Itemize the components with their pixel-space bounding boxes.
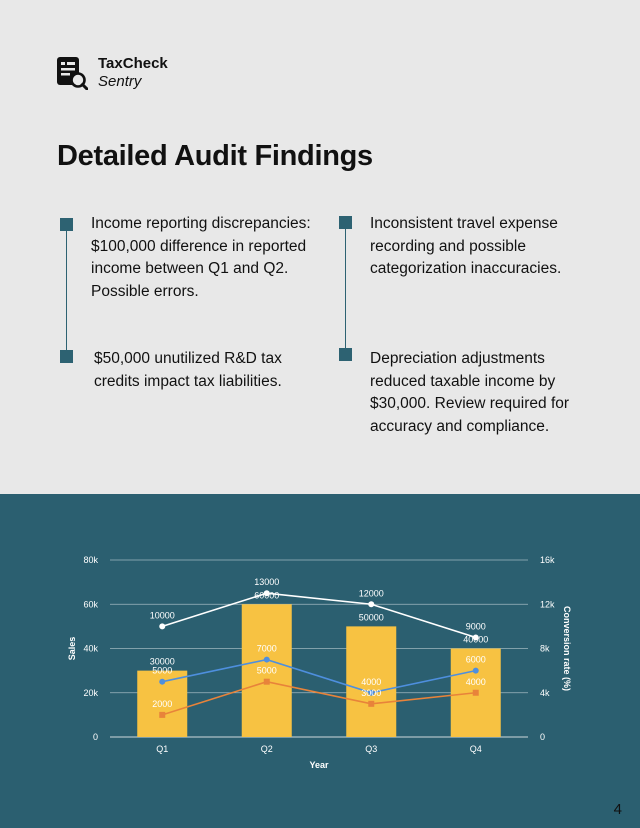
series-point <box>473 690 479 696</box>
y2-tick-label: 4k <box>540 687 550 698</box>
finding-travel-expenses: Inconsistent travel expense recording and possible categorization inaccuracies. <box>370 215 562 277</box>
bar-data-label: 50000 <box>358 612 384 623</box>
series-line-white <box>162 593 476 637</box>
line-data-label: 7000 <box>256 643 277 654</box>
series-line-blue <box>162 660 476 693</box>
brand-tagline: Sentry <box>98 73 142 90</box>
line-data-label: 12000 <box>358 588 384 599</box>
document-search-icon <box>56 56 88 90</box>
y-tick-label: 20k <box>83 687 98 698</box>
page-number: 4 <box>613 801 622 818</box>
bar-data-label: 60000 <box>254 590 280 601</box>
line-data-label: 2000 <box>152 698 173 709</box>
y-tick-label: 80k <box>83 555 98 565</box>
bar-data-label: 40000 <box>463 634 489 645</box>
bar-data-label: 30000 <box>149 656 175 667</box>
line-data-label: 3000 <box>361 687 382 698</box>
y-tick-label: 0 <box>92 732 98 742</box>
line-data-label: 4000 <box>361 676 382 687</box>
line-data-label: 4000 <box>465 676 486 687</box>
line-data-label: 5000 <box>152 665 173 676</box>
finding-connector <box>66 231 68 351</box>
line-data-label: 5000 <box>256 665 277 676</box>
chart-panel <box>0 494 640 828</box>
y2-tick-label: 8k <box>540 643 550 654</box>
x-axis-title: Year <box>309 760 329 770</box>
y2-tick-label: 12k <box>540 599 555 610</box>
finding-income-discrepancies: Income reporting discrepancies: $100,000 difference in reported income between Q1 and Q2. Possible errors. <box>91 215 311 300</box>
series-point <box>368 701 374 707</box>
line-data-label: 6000 <box>465 654 486 665</box>
series-line-orange <box>162 682 476 715</box>
brand-name: TaxCheck <box>98 55 168 72</box>
series-point <box>159 623 165 629</box>
x-tick-label: Q3 <box>365 744 378 754</box>
series-point <box>264 679 270 685</box>
finding-marker <box>60 218 73 231</box>
x-tick-label: Q2 <box>260 744 273 754</box>
y-tick-label: 40k <box>83 643 98 654</box>
finding-connector <box>345 229 347 349</box>
y-axis-title: Sales <box>67 636 77 661</box>
finding-depreciation: Depreciation adjustments reduced taxable income by $30,000. Review required for accuracy and compliance. <box>370 350 570 435</box>
series-point <box>159 679 165 685</box>
series-point <box>264 657 270 663</box>
y2-tick-label: 0 <box>540 732 546 742</box>
line-data-label: 10000 <box>149 610 175 621</box>
y-tick-label: 60k <box>83 599 98 610</box>
finding-marker <box>60 350 73 363</box>
finding-marker <box>339 348 352 361</box>
page-title: Detailed Audit Findings <box>57 140 373 172</box>
line-data-label: 13000 <box>254 577 280 588</box>
y2-axis-title: Conversion rate (%) <box>562 605 572 692</box>
series-point <box>473 668 479 674</box>
finding-marker <box>339 216 352 229</box>
y2-tick-label: 16k <box>540 555 555 565</box>
series-point <box>368 601 374 607</box>
series-point <box>159 712 165 718</box>
x-tick-label: Q4 <box>469 744 482 754</box>
x-tick-label: Q1 <box>156 744 169 754</box>
line-data-label: 9000 <box>465 621 486 632</box>
finding-rd-credits: $50,000 unutilized R&D tax credits impact tax liabilities. <box>94 350 282 390</box>
sales-conversion-chart <box>0 494 640 828</box>
